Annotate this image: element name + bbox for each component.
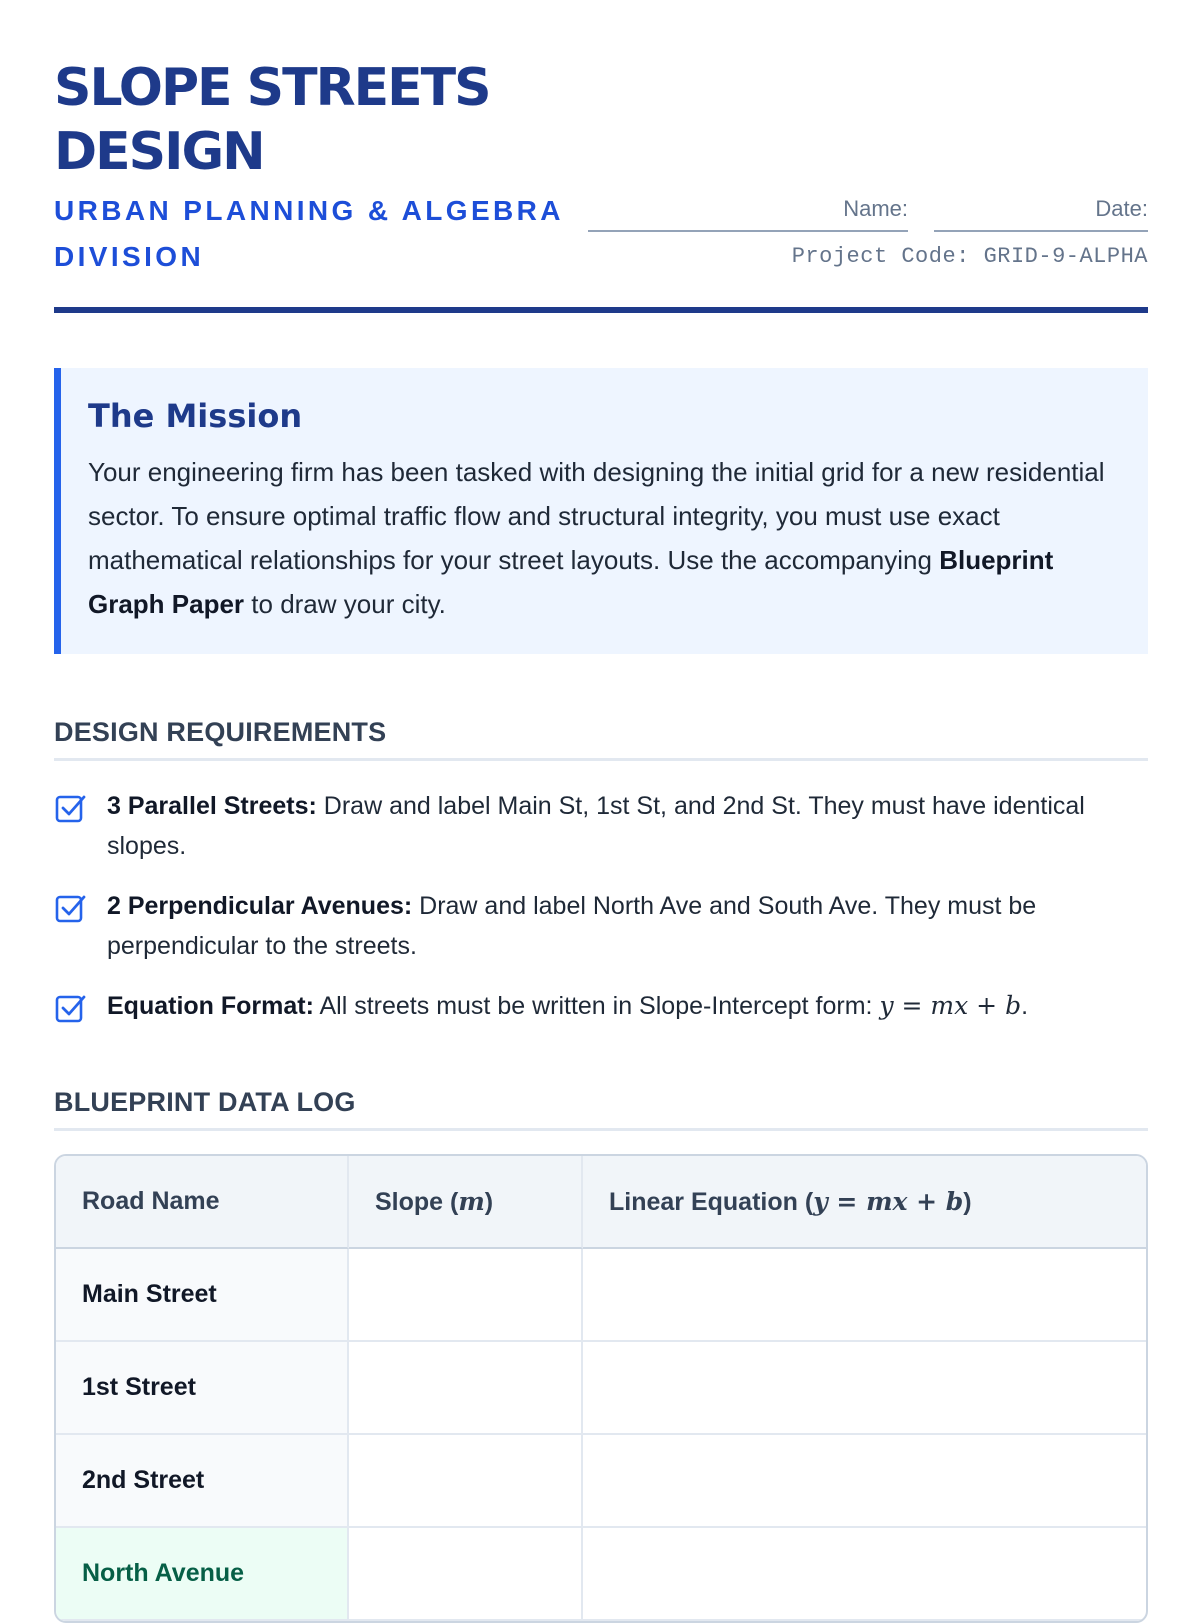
mission-text: [88, 450, 1114, 626]
equation-cell[interactable]: [583, 1342, 1146, 1435]
name-field[interactable]: [588, 190, 908, 232]
worksheet-header: [54, 0, 1148, 314]
equation-cell[interactable]: [583, 1435, 1146, 1528]
checkbox-checked-icon: [54, 992, 88, 1026]
date-label: Date:: [1095, 196, 1148, 221]
requirement-title: Equation Format:: [107, 992, 314, 1020]
table-row: [56, 1249, 1146, 1342]
requirement-title: 2 Perpendicular Avenues:: [107, 892, 413, 920]
slope-math: m: [458, 1186, 485, 1216]
road-name-cell: North Avenue: [56, 1528, 349, 1621]
checkbox-checked-icon: [54, 792, 88, 826]
column-header-road-name: Road Name: [56, 1156, 349, 1249]
slope-label: Slope (: [375, 1187, 459, 1216]
requirement-title: 3 Parallel Streets:: [107, 792, 317, 820]
slope-end: ): [484, 1187, 494, 1216]
column-header-slope: [349, 1156, 583, 1249]
requirement-end: .: [1021, 992, 1029, 1020]
project-code: Project Code: GRID-9-ALPHA: [791, 244, 1148, 269]
slope-cell[interactable]: [349, 1435, 583, 1528]
equation-cell[interactable]: [583, 1249, 1146, 1342]
requirements-list: [54, 786, 1148, 1046]
header-divider: [54, 307, 1148, 313]
requirements-heading: DESIGN REQUIREMENTS: [54, 714, 1148, 761]
data-log-heading: BLUEPRINT DATA LOG: [54, 1084, 1148, 1131]
requirement-item: [54, 986, 1148, 1026]
table-row: [56, 1528, 1146, 1621]
road-name-cell: Main Street: [56, 1249, 349, 1342]
mission-text-emphasis: Blueprint Graph Paper: [88, 545, 1054, 619]
requirement-text: Draw and label North Ave and South Ave. They must be perpendicular to the streets.: [107, 892, 1037, 960]
table-header-row: [56, 1156, 1146, 1249]
equation-label: Linear Equation (: [609, 1187, 814, 1216]
equation-math: y = mx + b: [879, 991, 1022, 1020]
road-name-cell: 2nd Street: [56, 1435, 349, 1528]
checkbox-checked-icon: [54, 892, 88, 926]
slope-cell[interactable]: [349, 1249, 583, 1342]
date-field[interactable]: [934, 190, 1148, 232]
equation-header-math: y = mx + b: [813, 1186, 964, 1216]
requirement-text: Draw and label Main St, 1st St, and 2nd St. They must have identical slopes.: [107, 792, 1085, 860]
table-row: [56, 1435, 1146, 1528]
worksheet-page: [54, 0, 1148, 1587]
requirement-item: [54, 886, 1148, 966]
page-title: SLOPE STREETS DESIGN: [54, 58, 490, 182]
requirement-item: [54, 786, 1148, 866]
division-subtitle: URBAN PLANNING & ALGEBRA DIVISION: [54, 195, 563, 272]
equation-end: ): [963, 1187, 972, 1216]
table-row: [56, 1342, 1146, 1435]
column-header-equation: [583, 1156, 1146, 1249]
mission-text-intro: Your engineering firm has been tasked with designing the initial grid for a new residential sector. To ensure optimal traffic flow and structural integrity, you must use exact mathematical relationships for your street layouts. Use the accompanying: [88, 457, 1105, 575]
equation-cell[interactable]: [583, 1528, 1146, 1621]
mission-callout: [54, 368, 1148, 654]
mission-title: The Mission: [88, 397, 303, 435]
name-label: Name:: [843, 196, 908, 221]
requirement-text: All streets must be written in Slope-Intercept form:: [313, 992, 880, 1020]
road-name-cell: 1st Street: [56, 1342, 349, 1435]
blueprint-data-table: [54, 1154, 1148, 1623]
slope-cell[interactable]: [349, 1528, 583, 1621]
slope-cell[interactable]: [349, 1342, 583, 1435]
mission-text-end: to draw your city.: [244, 589, 446, 619]
